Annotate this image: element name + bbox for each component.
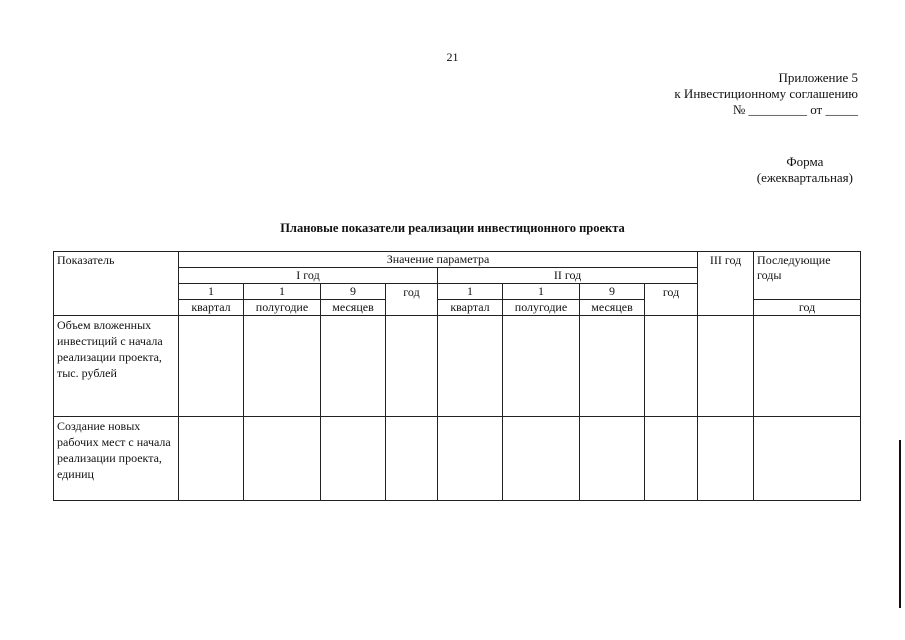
y2-h1-num: 1 — [503, 284, 580, 300]
table-cell — [754, 316, 861, 417]
table-cell — [244, 316, 321, 417]
appendix-number-date: № _________ от _____ — [732, 102, 858, 117]
scan-edge-line — [899, 440, 901, 608]
y1-h1-num: 1 — [244, 284, 321, 300]
table-cell — [754, 417, 861, 501]
form-block — [757, 154, 853, 186]
table-cell — [645, 316, 698, 417]
table-cell — [503, 316, 580, 417]
table-cell — [179, 316, 244, 417]
appendix-block — [674, 70, 858, 118]
form-label: Форма — [786, 154, 824, 169]
page-number: 21 — [446, 50, 459, 64]
y1-m9-num: 9 — [321, 284, 386, 300]
table-cell — [503, 417, 580, 501]
table-cell — [179, 417, 244, 501]
header-year-3: III год — [698, 252, 754, 316]
header-subsequent-years: Последующие годы — [754, 252, 861, 300]
table-row — [54, 316, 861, 417]
appendix-title: Приложение 5 — [778, 70, 858, 85]
header-year-1: I год — [179, 268, 438, 284]
indicators-table — [53, 251, 861, 501]
row-label-investments: Объем вложенных инвестиций с начала реализации проекта, тыс. рублей — [54, 316, 179, 417]
header-param-value: Значение параметра — [179, 252, 698, 268]
y2-h1-unit: полугодие — [503, 300, 580, 316]
table-cell — [580, 417, 645, 501]
y2-m9-num: 9 — [580, 284, 645, 300]
table-cell — [698, 417, 754, 501]
subsequent-year: год — [754, 300, 861, 316]
y1-q1-unit: квартал — [179, 300, 244, 316]
y1-q1-num: 1 — [179, 284, 244, 300]
table-cell — [438, 316, 503, 417]
table-cell — [321, 417, 386, 501]
y2-m9-unit: месяцев — [580, 300, 645, 316]
table-cell — [386, 316, 438, 417]
form-frequency: (ежеквартальная) — [756, 170, 853, 185]
y2-q1-num: 1 — [438, 284, 503, 300]
table-cell — [438, 417, 503, 501]
document-title: Плановые показатели реализации инвестиционного проекта — [280, 221, 625, 235]
header-indicator: Показатель — [54, 252, 179, 316]
table-cell — [244, 417, 321, 501]
y1-m9-unit: месяцев — [321, 300, 386, 316]
y2-q1-unit: квартал — [438, 300, 503, 316]
table-cell — [645, 417, 698, 501]
table-row — [54, 417, 861, 501]
y1-year: год — [386, 284, 438, 316]
table-cell — [321, 316, 386, 417]
table-cell — [698, 316, 754, 417]
header-row-1 — [54, 252, 861, 268]
appendix-agreement: к Инвестиционному соглашению — [674, 86, 858, 101]
header-year-2: II год — [438, 268, 698, 284]
table-cell — [580, 316, 645, 417]
row-label-new-jobs: Создание новых рабочих мест с начала реализации проекта, единиц — [54, 417, 179, 501]
table-cell — [386, 417, 438, 501]
y1-h1-unit: полугодие — [244, 300, 321, 316]
y2-year: год — [645, 284, 698, 316]
